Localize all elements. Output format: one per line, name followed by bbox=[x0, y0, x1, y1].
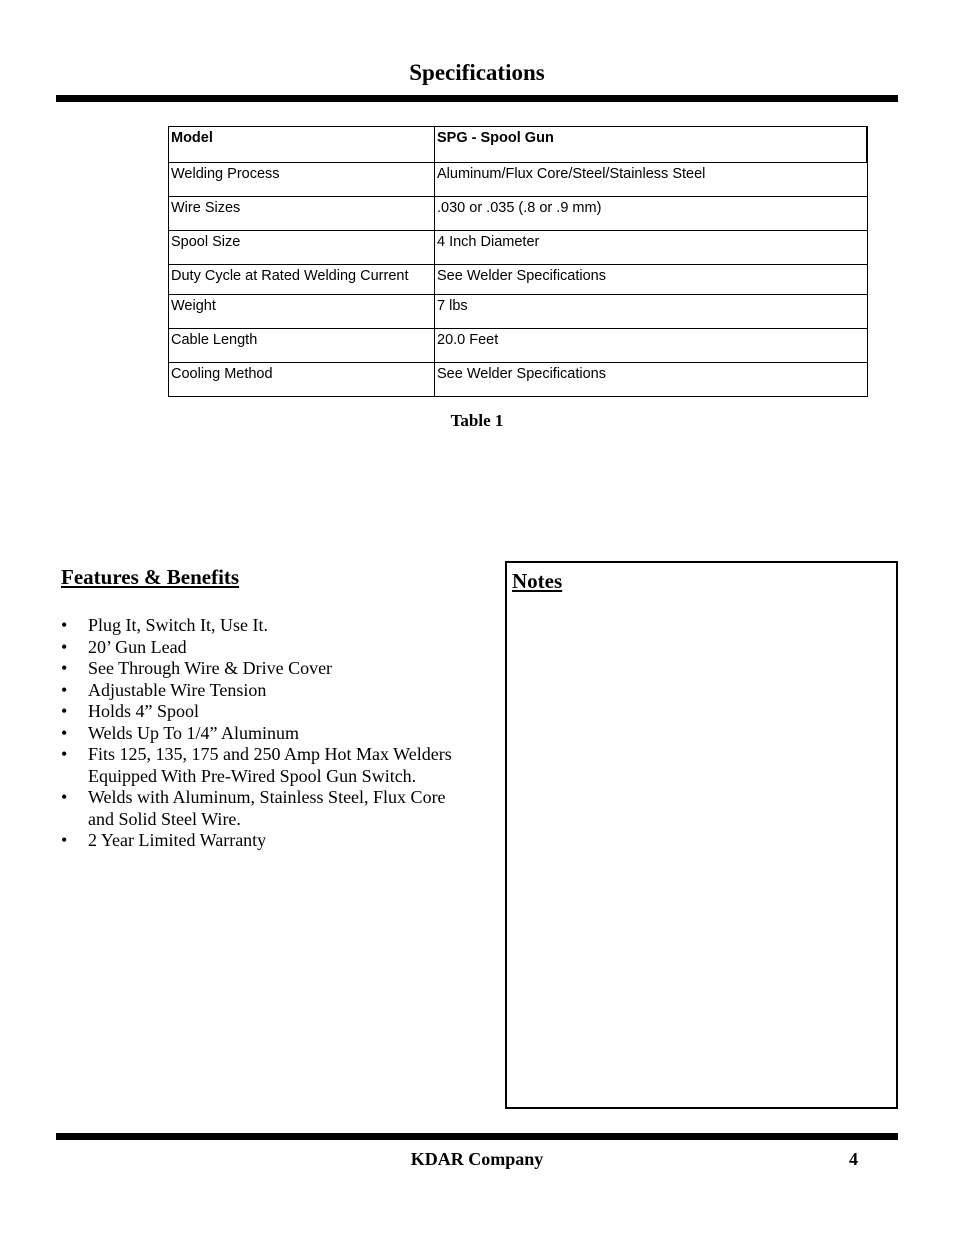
specifications-table bbox=[168, 126, 868, 397]
list-item bbox=[61, 830, 461, 852]
bullet-icon: • bbox=[61, 722, 68, 743]
table-cell-label: Cable Length bbox=[169, 329, 435, 363]
table-header-cell: Model bbox=[169, 127, 435, 163]
list-item-text: 20’ Gun Lead bbox=[88, 636, 187, 657]
table-row bbox=[169, 231, 868, 265]
list-item-text: Welds with Aluminum, Stainless Steel, Flux Core and Solid Steel Wire. bbox=[88, 787, 446, 829]
table-cell-label: Weight bbox=[169, 295, 435, 329]
table-row bbox=[169, 295, 868, 329]
table-row bbox=[169, 163, 868, 197]
page-number: 4 bbox=[849, 1149, 858, 1169]
list-item bbox=[61, 744, 461, 787]
table-cell-value: 7 lbs bbox=[435, 295, 868, 329]
features-heading: Features & Benefits bbox=[61, 565, 240, 589]
bullet-icon: • bbox=[61, 615, 68, 635]
bullet-icon: • bbox=[61, 658, 68, 678]
list-item-text: Welds Up To 1/4” Aluminum bbox=[88, 722, 299, 743]
list-item-text: Holds 4” Spool bbox=[88, 701, 200, 721]
table-cell-label: Cooling Method bbox=[169, 363, 435, 397]
table-cell-value: 4 Inch Diameter bbox=[435, 231, 868, 265]
table-cell-value: See Welder Specifications bbox=[435, 265, 868, 295]
list-item bbox=[61, 680, 461, 702]
table-cell-label: Duty Cycle at Rated Welding Current bbox=[169, 265, 435, 295]
list-item-text: 2 Year Limited Warranty bbox=[88, 830, 267, 850]
list-item-text: Adjustable Wire Tension bbox=[88, 679, 267, 700]
page-title: Specifications bbox=[409, 60, 545, 85]
bullet-icon: • bbox=[61, 787, 68, 807]
table-cell-label: Wire Sizes bbox=[169, 197, 435, 231]
table-row bbox=[169, 265, 868, 295]
features-list bbox=[61, 615, 461, 852]
bullet-icon: • bbox=[61, 636, 68, 657]
bullet-icon: • bbox=[61, 744, 68, 764]
list-item-text: Plug It, Switch It, Use It. bbox=[88, 615, 268, 635]
footer-rule bbox=[56, 1133, 898, 1140]
bullet-icon: • bbox=[61, 830, 68, 850]
list-item bbox=[61, 701, 461, 723]
table-row bbox=[169, 363, 868, 397]
table-cell-value: 20.0 Feet bbox=[435, 329, 868, 363]
notes-box bbox=[505, 561, 898, 1109]
table-row bbox=[169, 197, 868, 231]
table-header-row bbox=[169, 127, 868, 163]
table-cell-value: See Welder Specifications bbox=[435, 363, 868, 397]
table-cell-value: .030 or .035 (.8 or .9 mm) bbox=[435, 197, 868, 231]
footer-company: KDAR Company bbox=[410, 1149, 544, 1169]
list-item bbox=[61, 658, 461, 680]
table-header-cell: SPG - Spool Gun bbox=[435, 127, 868, 163]
header-rule bbox=[56, 95, 898, 102]
list-item bbox=[61, 787, 461, 830]
table-caption: Table 1 bbox=[450, 411, 504, 430]
table-row bbox=[169, 329, 868, 363]
bullet-icon: • bbox=[61, 701, 68, 721]
list-item bbox=[61, 615, 461, 637]
table-cell-label: Welding Process bbox=[169, 163, 435, 197]
bullet-icon: • bbox=[61, 679, 68, 700]
list-item-text: Fits 125, 135, 175 and 250 Amp Hot Max Welders Equipped With Pre-Wired Spool Gun Switch. bbox=[88, 744, 452, 786]
list-item bbox=[61, 637, 461, 659]
list-item bbox=[61, 723, 461, 745]
table-cell-value: Aluminum/Flux Core/Steel/Stainless Steel bbox=[435, 163, 868, 197]
notes-heading: Notes bbox=[512, 569, 563, 593]
table-cell-label: Spool Size bbox=[169, 231, 435, 265]
list-item-text: See Through Wire & Drive Cover bbox=[88, 658, 333, 678]
